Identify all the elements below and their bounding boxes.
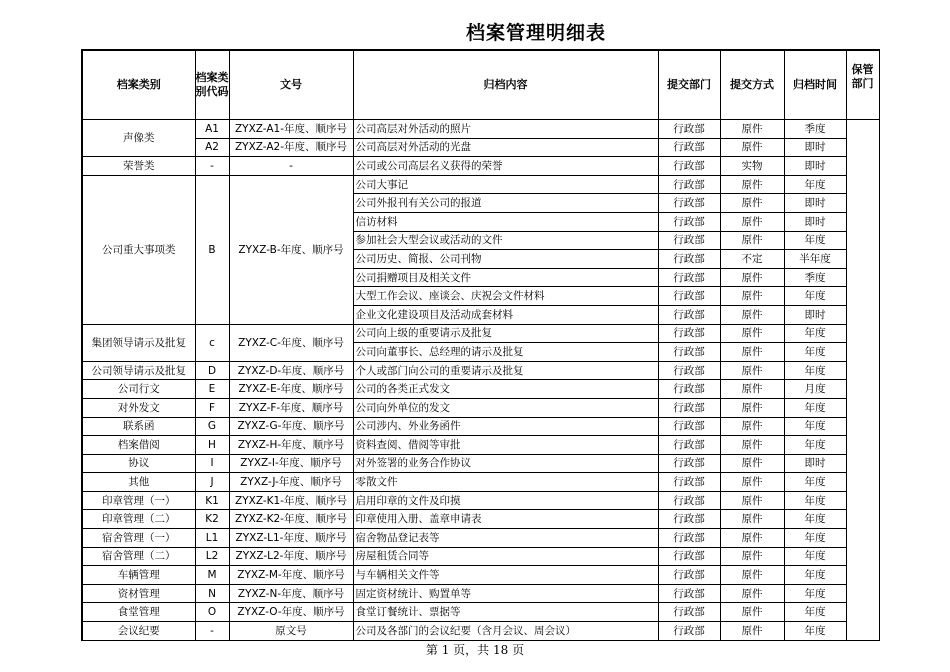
- cell-dept: 行政部: [658, 603, 720, 622]
- cell-dept: 行政部: [658, 194, 720, 213]
- cell-category: 对外发文: [82, 398, 195, 417]
- table-row: [82, 175, 879, 194]
- cell-content: 零散文件: [353, 473, 658, 492]
- cell-code: O: [195, 603, 229, 622]
- cell-content: 公司历史、简报、公司刊物: [353, 250, 658, 269]
- cell-category: 宿舍管理（一）: [82, 529, 195, 548]
- cell-doc-no: ZYXZ-L1-年度、顺序号: [229, 529, 353, 548]
- cell-method: 实物: [720, 157, 784, 176]
- cell-doc-no: ZYXZ-H-年度、顺序号: [229, 436, 353, 455]
- archive-table: [81, 49, 880, 641]
- cell-code: H: [195, 436, 229, 455]
- table-row: [82, 361, 879, 380]
- table-row: [82, 398, 879, 417]
- cell-method: 原件: [720, 212, 784, 231]
- cell-category: 档案借阅: [82, 436, 195, 455]
- cell-code: J: [195, 473, 229, 492]
- cell-method: 不定: [720, 250, 784, 269]
- cell-dept: 行政部: [658, 454, 720, 473]
- cell-category: 会议纪要: [82, 622, 195, 641]
- header-dept: 提交部门: [658, 50, 720, 120]
- cell-doc-no: ZYXZ-L2-年度、顺序号: [229, 547, 353, 566]
- cell-method: 原件: [720, 361, 784, 380]
- cell-method: 原件: [720, 491, 784, 510]
- page-title: 档案管理明细表: [465, 22, 606, 44]
- cell-dept: 行政部: [658, 491, 720, 510]
- cell-doc-no: ZYXZ-O-年度、顺序号: [229, 603, 353, 622]
- cell-dept: 行政部: [658, 566, 720, 585]
- cell-code: I: [195, 454, 229, 473]
- cell-time: 即时: [784, 305, 846, 324]
- table-row: [82, 566, 879, 585]
- cell-code: c: [195, 324, 229, 361]
- cell-method: 原件: [720, 287, 784, 306]
- cell-time: 年度: [784, 231, 846, 250]
- cell-method: 原件: [720, 231, 784, 250]
- table-row: [82, 324, 879, 343]
- cell-method: 原件: [720, 138, 784, 157]
- cell-code: F: [195, 398, 229, 417]
- header-content: 归档内容: [353, 50, 658, 120]
- cell-dept: 行政部: [658, 138, 720, 157]
- cell-content: 公司或公司高层名义获得的荣誉: [353, 157, 658, 176]
- cell-content: 与车辆相关文件等: [353, 566, 658, 585]
- cell-time: 月度: [784, 380, 846, 399]
- cell-doc-no: ZYXZ-A1-年度、顺序号: [229, 120, 353, 139]
- table-body: [82, 120, 879, 641]
- cell-doc-no: ZYXZ-M-年度、顺序号: [229, 566, 353, 585]
- cell-method: 原件: [720, 510, 784, 529]
- cell-code: L2: [195, 547, 229, 566]
- cell-method: 原件: [720, 380, 784, 399]
- cell-category: 车辆管理: [82, 566, 195, 585]
- cell-content: 公司向外单位的发文: [353, 398, 658, 417]
- cell-method: 原件: [720, 268, 784, 287]
- cell-dept: 行政部: [658, 305, 720, 324]
- cell-content: 公司高层对外活动的照片: [353, 120, 658, 139]
- cell-time: 即时: [784, 194, 846, 213]
- cell-content: 宿舍物品登记表等: [353, 529, 658, 548]
- cell-dept: 行政部: [658, 175, 720, 194]
- cell-time: 年度: [784, 343, 846, 362]
- cell-dept: 行政部: [658, 120, 720, 139]
- cell-method: 原件: [720, 175, 784, 194]
- cell-time: 年度: [784, 175, 846, 194]
- cell-method: 原件: [720, 454, 784, 473]
- cell-dept: 行政部: [658, 343, 720, 362]
- table-row: [82, 138, 879, 157]
- cell-time: 年度: [784, 603, 846, 622]
- cell-content: 大型工作会议、座谈会、庆祝会文件材料: [353, 287, 658, 306]
- cell-keep-dept: [846, 120, 879, 641]
- cell-dept: 行政部: [658, 398, 720, 417]
- cell-category: 资材管理: [82, 584, 195, 603]
- cell-code: N: [195, 584, 229, 603]
- cell-dept: 行政部: [658, 547, 720, 566]
- table-row: [82, 603, 879, 622]
- cell-content: 参加社会大型会议或活动的文件: [353, 231, 658, 250]
- cell-time: 季度: [784, 120, 846, 139]
- page-footer: 第 1 页，共 18 页: [425, 643, 525, 657]
- cell-code: M: [195, 566, 229, 585]
- table-row: [82, 436, 879, 455]
- cell-dept: 行政部: [658, 212, 720, 231]
- cell-doc-no: ZYXZ-I-年度、顺序号: [229, 454, 353, 473]
- cell-method: 原件: [720, 436, 784, 455]
- cell-doc-no: ZYXZ-E-年度、顺序号: [229, 380, 353, 399]
- cell-method: 原件: [720, 324, 784, 343]
- cell-time: 年度: [784, 529, 846, 548]
- cell-doc-no: -: [229, 157, 353, 176]
- cell-doc-no: ZYXZ-N-年度、顺序号: [229, 584, 353, 603]
- cell-category: 声像类: [82, 120, 195, 157]
- table-row: [82, 510, 879, 529]
- table-row: [82, 380, 879, 399]
- table-row: [82, 120, 879, 139]
- cell-category: 荣誉类: [82, 157, 195, 176]
- cell-content: 启用印章的文件及印摸: [353, 491, 658, 510]
- cell-method: 原件: [720, 603, 784, 622]
- cell-content: 公司捐赠项目及相关文件: [353, 268, 658, 287]
- cell-time: 年度: [784, 547, 846, 566]
- header-method: 提交方式: [720, 50, 784, 120]
- header-doc-no: 文号: [229, 50, 353, 120]
- cell-time: 半年度: [784, 250, 846, 269]
- cell-dept: 行政部: [658, 157, 720, 176]
- cell-dept: 行政部: [658, 510, 720, 529]
- cell-content: 资料查阅、借阅等审批: [353, 436, 658, 455]
- cell-code: K2: [195, 510, 229, 529]
- cell-category: 宿舍管理（二）: [82, 547, 195, 566]
- table-row: [82, 491, 879, 510]
- cell-method: 原件: [720, 566, 784, 585]
- cell-doc-no: ZYXZ-F-年度、顺序号: [229, 398, 353, 417]
- cell-dept: 行政部: [658, 250, 720, 269]
- cell-content: 公司外报刊有关公司的报道: [353, 194, 658, 213]
- cell-time: 年度: [784, 473, 846, 492]
- cell-content: 公司大事记: [353, 175, 658, 194]
- cell-time: 即时: [784, 454, 846, 473]
- cell-method: 原件: [720, 194, 784, 213]
- cell-doc-no: ZYXZ-J-年度、顺序号: [229, 473, 353, 492]
- cell-content: 公司及各部门的会议纪要（含月会议、周会议）: [353, 622, 658, 641]
- cell-time: 即时: [784, 212, 846, 231]
- cell-doc-no: 原文号: [229, 622, 353, 641]
- cell-dept: 行政部: [658, 268, 720, 287]
- table-row: [82, 454, 879, 473]
- cell-dept: 行政部: [658, 529, 720, 548]
- cell-dept: 行政部: [658, 622, 720, 641]
- cell-method: 原件: [720, 398, 784, 417]
- cell-dept: 行政部: [658, 473, 720, 492]
- cell-doc-no: ZYXZ-A2-年度、顺序号: [229, 138, 353, 157]
- cell-doc-no: ZYXZ-D-年度、顺序号: [229, 361, 353, 380]
- cell-code: A1: [195, 120, 229, 139]
- cell-code: B: [195, 175, 229, 324]
- header-time: 归档时间: [784, 50, 846, 120]
- cell-time: 年度: [784, 436, 846, 455]
- cell-category: 公司领导请示及批复: [82, 361, 195, 380]
- cell-code: L1: [195, 529, 229, 548]
- cell-time: 年度: [784, 417, 846, 436]
- cell-code: D: [195, 361, 229, 380]
- table-row: [82, 547, 879, 566]
- cell-time: 年度: [784, 566, 846, 585]
- table-row: [82, 584, 879, 603]
- cell-doc-no: ZYXZ-C-年度、顺序号: [229, 324, 353, 361]
- cell-method: 原件: [720, 120, 784, 139]
- cell-doc-no: ZYXZ-K2-年度、顺序号: [229, 510, 353, 529]
- cell-content: 企业文化建设项目及活动成套材料: [353, 305, 658, 324]
- cell-method: 原件: [720, 305, 784, 324]
- cell-code: E: [195, 380, 229, 399]
- cell-content: 公司高层对外活动的光盘: [353, 138, 658, 157]
- cell-dept: 行政部: [658, 417, 720, 436]
- cell-doc-no: ZYXZ-K1-年度、顺序号: [229, 491, 353, 510]
- cell-content: 固定资材统计、购置单等: [353, 584, 658, 603]
- cell-method: 原件: [720, 343, 784, 362]
- cell-method: 原件: [720, 547, 784, 566]
- cell-time: 即时: [784, 157, 846, 176]
- cell-category: 印章管理（一）: [82, 491, 195, 510]
- cell-dept: 行政部: [658, 324, 720, 343]
- cell-time: 年度: [784, 361, 846, 380]
- cell-code: A2: [195, 138, 229, 157]
- cell-content: 房屋租赁合同等: [353, 547, 658, 566]
- cell-code: K1: [195, 491, 229, 510]
- cell-time: 年度: [784, 584, 846, 603]
- cell-content: 对外签署的业务合作协议: [353, 454, 658, 473]
- cell-content: 信访材料: [353, 212, 658, 231]
- header-row: [82, 50, 879, 120]
- cell-time: 年度: [784, 491, 846, 510]
- cell-method: 原件: [720, 417, 784, 436]
- cell-category: 食堂管理: [82, 603, 195, 622]
- cell-dept: 行政部: [658, 380, 720, 399]
- cell-method: 原件: [720, 529, 784, 548]
- cell-dept: 行政部: [658, 584, 720, 603]
- table-row: [82, 622, 879, 641]
- cell-category: 集团领导请示及批复: [82, 324, 195, 361]
- cell-dept: 行政部: [658, 231, 720, 250]
- cell-method: 原件: [720, 584, 784, 603]
- cell-content: 公司向董事长、总经理的请示及批复: [353, 343, 658, 362]
- table-row: [82, 157, 879, 176]
- cell-content: 食堂订餐统计、票据等: [353, 603, 658, 622]
- cell-method: 原件: [720, 473, 784, 492]
- cell-dept: 行政部: [658, 287, 720, 306]
- cell-dept: 行政部: [658, 361, 720, 380]
- cell-doc-no: ZYXZ-G-年度、顺序号: [229, 417, 353, 436]
- cell-method: 原件: [720, 622, 784, 641]
- table-row: [82, 473, 879, 492]
- cell-dept: 行政部: [658, 436, 720, 455]
- cell-time: 年度: [784, 324, 846, 343]
- table-row: [82, 417, 879, 436]
- cell-content: 公司涉内、外业务函件: [353, 417, 658, 436]
- cell-time: 即时: [784, 138, 846, 157]
- cell-code: G: [195, 417, 229, 436]
- cell-category: 公司行文: [82, 380, 195, 399]
- cell-content: 个人或部门向公司的重要请示及批复: [353, 361, 658, 380]
- table-row: [82, 529, 879, 548]
- cell-time: 年度: [784, 398, 846, 417]
- cell-category: 公司重大事项类: [82, 175, 195, 324]
- cell-content: 公司的各类正式发文: [353, 380, 658, 399]
- cell-category: 联系函: [82, 417, 195, 436]
- cell-doc-no: ZYXZ-B-年度、顺序号: [229, 175, 353, 324]
- cell-category: 印章管理（二）: [82, 510, 195, 529]
- cell-content: 印章使用入册、盖章申请表: [353, 510, 658, 529]
- header-code: 档案类别代码: [195, 50, 229, 120]
- header-keep: 保管部门: [846, 50, 879, 120]
- cell-code: -: [195, 622, 229, 641]
- cell-time: 年度: [784, 287, 846, 306]
- cell-category: 其他: [82, 473, 195, 492]
- cell-category: 协议: [82, 454, 195, 473]
- cell-code: -: [195, 157, 229, 176]
- header-category: 档案类别: [82, 50, 195, 120]
- cell-time: 年度: [784, 622, 846, 641]
- cell-content: 公司向上级的重要请示及批复: [353, 324, 658, 343]
- cell-time: 季度: [784, 268, 846, 287]
- cell-time: 年度: [784, 510, 846, 529]
